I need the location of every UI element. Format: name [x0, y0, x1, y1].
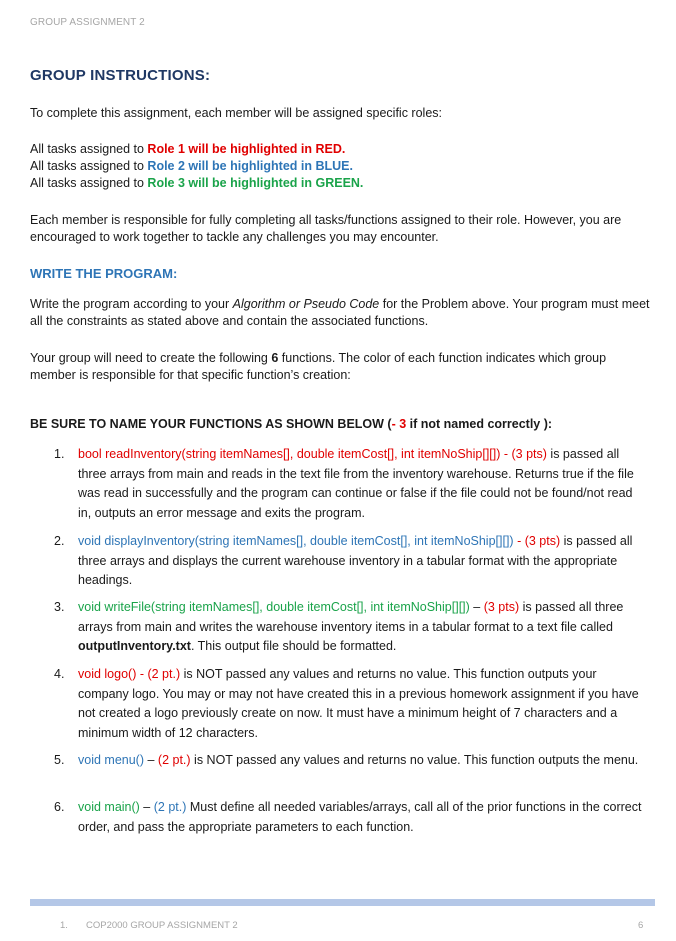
function-signature: void menu() — [78, 753, 144, 767]
role-3-line: All tasks assigned to Role 3 will be highlighted in GREEN. — [30, 176, 364, 190]
list-number: 3. — [54, 600, 65, 614]
list-number: 6. — [54, 800, 65, 814]
instructions-intro: To complete this assignment, each member will be assigned specific roles: — [30, 106, 442, 120]
list-number: 2. — [54, 534, 65, 548]
role-2-text: Role 2 will be highlighted in BLUE. — [147, 159, 353, 173]
role-1-line: All tasks assigned to Role 1 will be highlighted in RED. — [30, 142, 346, 156]
role-3-text: Role 3 will be highlighted in GREEN. — [147, 176, 364, 190]
role-list — [30, 141, 650, 192]
page-number: 6 — [638, 920, 644, 931]
list-number: 1. — [54, 447, 65, 461]
footer-number: 1. — [60, 920, 68, 931]
running-header: GROUP ASSIGNMENT 2 — [30, 17, 145, 28]
list-number: 5. — [54, 753, 65, 767]
role-2-line: All tasks assigned to Role 2 will be highlighted in BLUE. — [30, 159, 353, 173]
list-number: 4. — [54, 667, 65, 681]
function-signature: void writeFile(string itemNames[], double itemCost[], int itemNoShip[][]) — [78, 600, 470, 614]
write-paragraph-1: Write the program according to your Algorithm or Pseudo Code for the Problem above. Your program must meet all the constraints as stated above and contain the associated functions. — [30, 297, 650, 328]
responsibility-paragraph: Each member is responsible for fully completing all tasks/functions assigned to their role. However, you are encouraged to work together to tackle any challenges you may encounter. — [30, 213, 622, 244]
role-1-text: Role 1 will be highlighted in RED. — [147, 142, 346, 156]
naming-warning: BE SURE TO NAME YOUR FUNCTIONS AS SHOWN BELOW (- 3 if not named correctly ): — [30, 417, 553, 431]
write-program-heading: WRITE THE PROGRAM: — [30, 266, 178, 281]
function-signature: void logo() - (2 pt.) — [78, 667, 181, 681]
function-signature: void main() — [78, 800, 140, 814]
function-signature: void displayInventory(string itemNames[], double itemCost[], int itemNoShip[][]) — [78, 534, 514, 548]
footer-rule — [30, 899, 655, 906]
function-signature: bool readInventory(string itemNames[], double itemCost[], int itemNoShip[][]) - (3 pts) — [78, 447, 547, 461]
group-instructions-heading: GROUP INSTRUCTIONS: — [30, 67, 211, 84]
footer-title: COP2000 GROUP ASSIGNMENT 2 — [86, 920, 238, 931]
write-paragraph-2: Your group will need to create the following 6 functions. The color of each function indicates which group member is responsible for that specific function’s creation: — [30, 351, 607, 382]
